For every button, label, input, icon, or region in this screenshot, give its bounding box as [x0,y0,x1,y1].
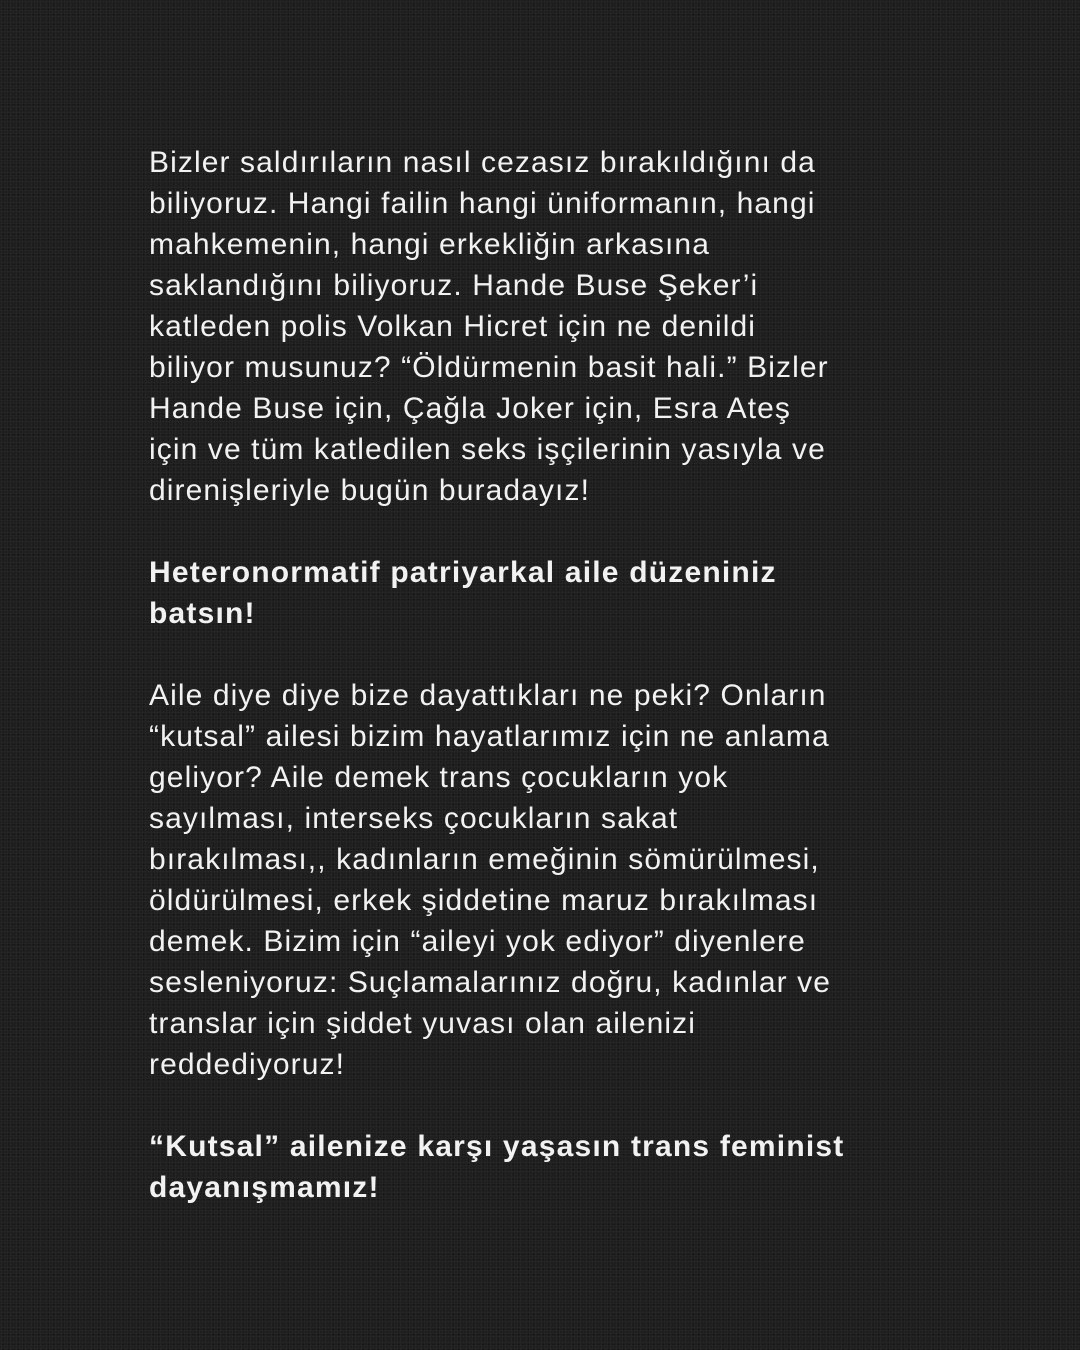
paragraph-2-line: sayılması, interseks çocukların sakat [149,802,679,835]
paragraph-2-line: demek. Bizim için “aileyi yok ediyor” diyenlere [149,925,806,958]
paragraph-1-line: biliyor musunuz? “Öldürmenin basit hali.” Bizler [149,351,829,384]
paragraph-1 [149,142,939,511]
paragraph-1-line: için ve tüm katledilen seks işçilerinin yasıyla ve [149,433,826,466]
paragraph-1-line: saklandığını biliyoruz. Hande Buse Şeker’i [149,269,759,302]
heading-2-line: “Kutsal” ailenize karşı yaşasın trans feminist [149,1130,845,1163]
heading-1-line: batsın! [149,597,256,630]
heading-1 [149,552,939,634]
heading-1-line: Heteronormatif patriyarkal aile düzeniniz [149,556,777,589]
paragraph-2-line: geliyor? Aile demek trans çocukların yok [149,761,729,794]
paragraph-1-line: mahkemenin, hangi erkekliğin arkasına [149,228,710,261]
paragraph-2 [149,675,939,1085]
paragraph-2-line: translar için şiddet yuvası olan ailenizi [149,1007,697,1040]
paragraph-2-line: öldürülmesi, erkek şiddetine maruz bırakılması [149,884,819,917]
paragraph-1-line: katleden polis Volkan Hicret için ne denildi [149,310,757,343]
paragraph-2-line: bırakılması,, kadınların emeğinin sömürülmesi, [149,843,820,876]
paragraph-1-line: direnişleriyle bugün buradayız! [149,474,591,507]
paragraph-2-line: “kutsal” ailesi bizim hayatlarımız için ne anlama [149,720,830,753]
paragraph-2-line: sesleniyoruz: Suçlamalarınız doğru, kadınlar ve [149,966,832,999]
text-content [149,142,939,1208]
paragraph-2-line: Aile diye diye bize dayattıkları ne peki? Onların [149,679,827,712]
paragraph-2-line: reddediyoruz! [149,1048,346,1081]
heading-2-line: dayanışmamız! [149,1171,380,1204]
heading-2 [149,1126,939,1208]
paragraph-1-line: biliyoruz. Hangi failin hangi üniformanın, hangi [149,187,816,220]
paragraph-1-line: Bizler saldırıların nasıl cezasız bırakıldığını da [149,146,816,179]
paragraph-1-line: Hande Buse için, Çağla Joker için, Esra Ateş [149,392,792,425]
